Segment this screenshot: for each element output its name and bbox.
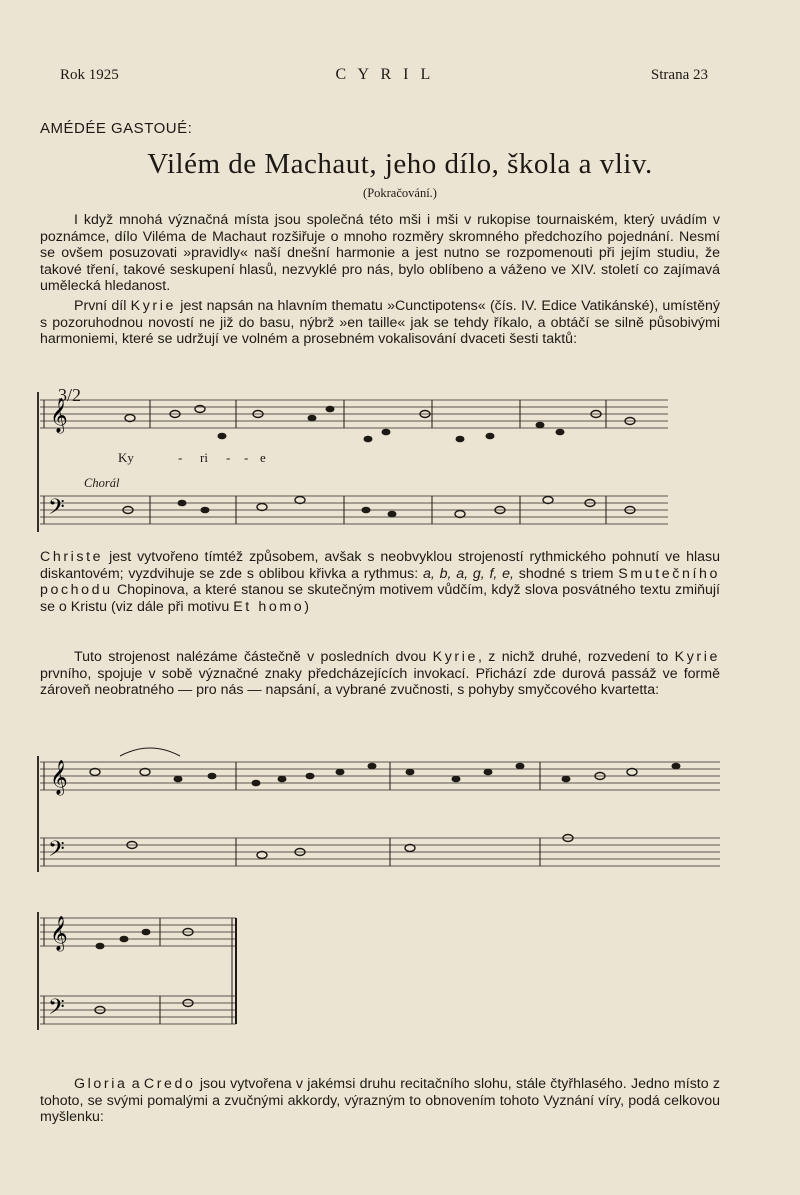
lyric-4: - [226, 450, 231, 465]
article-author: AMÉDÉE GASTOUÉ: [40, 120, 193, 137]
example-1-time-signature: 3/2 [58, 385, 82, 405]
paragraph-3-funeral-march: Smutečního pochodu [40, 565, 720, 598]
treble-clef-icon: 𝄞 [50, 398, 68, 433]
example-2-lower-staff [40, 838, 720, 866]
header-year: Rok 1925 [60, 67, 119, 83]
paragraph-3-et-homo: Et homo [233, 598, 305, 615]
example-2-notes [90, 763, 681, 859]
example-3-upper-staff [40, 918, 236, 946]
paragraph-3-christe: Christe [40, 549, 104, 565]
example-2-system-brace [38, 756, 44, 872]
paragraph-4-text-b: , z nichž druhé, rozvedení to [478, 649, 675, 665]
example-3-lower-staff [40, 996, 236, 1024]
article-subtitle: (Pokračování.) [363, 186, 437, 200]
paragraph-3-text-b: shodné s triem [513, 565, 619, 582]
paragraph-3-text-c: Chopinova, a které stanou se skutečným motivem vůdčím, když slova posvátného textu zmiňují se o Kristu (viz dále při motivu [40, 582, 720, 615]
paragraph-5-text-b: jsou vytvořena v jakémsi druhu recitačního slohu, stále čtyřhlasého. Jedno místo z tohoto, se svými pomalými a zvučnými akkordy, výrazným to obnovením tohoto Vyznání víry, podá celkovou myšlenku: [40, 1076, 720, 1125]
paragraph-3-text-d: ) [304, 598, 309, 615]
lyric-3: ri [200, 450, 208, 465]
bass-clef-icon-2: 𝄢 [48, 837, 65, 867]
header-journal: C Y R I L [335, 66, 435, 83]
paragraph-4-kyrie-1: Kyrie [432, 649, 478, 665]
paragraph-3-text-a: jest vytvořeno tímtéž způsobem, avšak s neobvyklou strojeností rythmického pohnutí ve hlasu diskantovém; vyzdvihuje se zde s oblibou křivka a rythmus: [40, 549, 720, 582]
paragraph-5-text-a: a [127, 1076, 144, 1092]
example-3-notes [95, 929, 193, 1014]
paragraph-4-kyrie-2: Kyrie [674, 649, 720, 665]
paragraph-4-text-c: prvního, spojuje v sobě význačné znaky předcházejících invokací. Přichází zde durová passáž ve formě zároveň neobratného — pro nás — napsání, a vybrané zvučnosti, s pohyby smyčcového kvartetta: [40, 665, 720, 698]
paragraph-5 [40, 1076, 720, 1126]
article-title: Vilém de Machaut, jeho dílo, škola a vliv. [147, 148, 653, 180]
bass-clef-icon-3: 𝄢 [48, 995, 65, 1025]
treble-clef-icon-2: 𝄞 [50, 760, 68, 795]
treble-clef-icon-3: 𝄞 [50, 916, 68, 951]
paragraph-2-text-b: jest napsán na hlavním thematu »Cunctipotens« (čís. IV. Edice Vatikánské), umístěný s pozoruhodnou novostí ne již do basu, nýbrž »en taille« jak se tehdy říkalo, a obtáčí se silně působivými harmoniemi, které se udržují ve volném a prosebném vokalisování dvaceti šesti taktů: [40, 298, 720, 347]
paragraph-2-kyrie: Kyrie [130, 298, 176, 314]
header-page: Strana 23 [650, 67, 708, 83]
paragraph-2-text-a: První díl [74, 298, 131, 314]
slur-icon [120, 748, 180, 756]
paragraph-3-notes: a, b, a, g, f, e, [422, 565, 514, 582]
lyric-5: - [244, 450, 249, 465]
paragraph-5-credo: Credo [143, 1076, 196, 1092]
bass-clef-icon: 𝄢 [48, 495, 65, 525]
lyric-2: - [178, 450, 183, 465]
paragraph-1-text: I když mnohá význačná místa jsou společná této mši i mši v rukopise tournaiském, který uvádím v poznámce, dílo Viléma de Machaut rozšiřuje o mnoho rozměry skromného předchozího pojednání. Nesmí se ovšem posuzovati »pravidly« naší dnešní harmonie a jest nutno se rozpomenouti při jejím studiu, že takové tření, takové seskupení hlasů, nezvyklé pro nás, bylo oblíbeno a váženo ve XIV. století co zajímavá umělecká hledanost. [40, 212, 720, 294]
lyric-6: e [260, 450, 266, 465]
lyric-1: Ky [118, 450, 134, 465]
chorale-label: Chorál [84, 476, 120, 490]
paragraph-5-gloria: Gloria [74, 1076, 128, 1092]
example-2-upper-staff [40, 762, 720, 790]
paragraph-4-text-a: Tuto strojenost nalézáme částečně v posledních dvou [74, 649, 433, 665]
